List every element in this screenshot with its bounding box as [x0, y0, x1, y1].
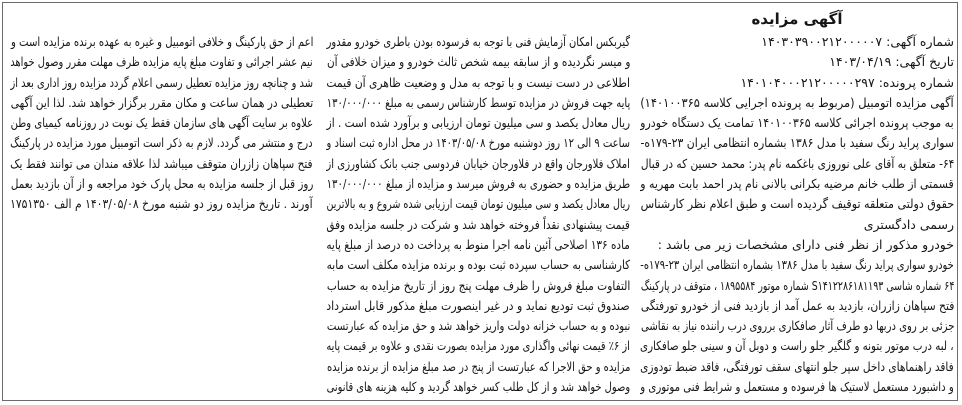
notice-line-text: اطلاعی در دست نیست و با توجه به مدل و وضعیت ظاهری آن قیمت	[326, 74, 630, 90]
notice-date: تاریخ آگهی: ۱۴۰۳/۰۴/۱۹	[829, 54, 954, 70]
notice-line-text: اعم از حق پارکینگ و خلافی اتومبیل و غیره به عهده برنده مزایده است و	[10, 34, 313, 49]
notice-line-text: درج و منتشر می گردد. لازم به ذکر است اتومبیل مورد مزایده در پارکینگ	[10, 135, 313, 151]
notice-line-text: التفاوت مبلغ فروش را ظرف مهلت پنج روز از تاریخ مزایده به حساب	[326, 277, 630, 293]
notice-line-text: و میسر نگردیده و از سابقه بیمه شخص ثالث خودرو و میزان خلافی آن	[326, 54, 630, 70]
notice-line	[10, 113, 313, 133]
notice-line-text: به موجب پرونده اجرائی کلاسه ۱۴۰۱۰۰۳۶۵ تمامت یک دستگاه خودرو	[640, 115, 954, 131]
notice-line-text: قیمت پیشنهادی نقداً فروخته خواهد شد و شرکت در جلسه مزایده وفق	[326, 216, 630, 232]
notice-line	[326, 357, 630, 377]
notice-line	[326, 93, 630, 113]
auction-date-and-reference: آورند . تاریخ مزایده روز دو شنبه مورخ ۱۴۰۳/۰۵/۰۸ م الف ۱۷۵۱۳۵۰	[10, 196, 313, 212]
notice-line	[640, 133, 954, 153]
notice-line-text: ۶۴ شماره شاسی S۱۴۱۲۲۸۶۱۸۱۱۹۳ شماره موتور ۱۸۹۵۵۸۴ ، متوقف در پارکینگ	[640, 277, 954, 293]
notice-line	[326, 296, 630, 316]
notice-line-text: گیربکس امکان آزمایش فنی با توجه به فرسوده بودن باطری خودرو مقدور	[326, 34, 630, 49]
notice-line-text: ۶۴- متعلق به آقای علی نوروزی باغکمه نام پدر: محمد حسین که در قبال	[640, 155, 954, 171]
notice-line	[326, 52, 630, 72]
notice-line	[640, 255, 954, 275]
notice-subtitle: آگهی مزایده اتومبیل (مربوط به پرونده اجرایی کلاسه ۱۴۰۱۰۰۳۶۵)	[640, 94, 954, 110]
notice-line	[640, 357, 954, 377]
notice-line-text: شد و چنانچه روز مزایده تعطیل رسمی اعلام گردد مزایده روز اداری بعد از	[10, 74, 313, 90]
notice-line-text: پایه جهت فروش در مزایده توسط کارشناس رسمی به مبلغ ۱۳۰/۰۰۰/۰۰۰	[326, 94, 630, 110]
notice-line-text: خودرو سواری پراید رنگ سفید با مدل ۱۳۸۶ بشماره انتظامی ایران ۲۳-۱۷۹ه-	[640, 257, 954, 273]
notice-line	[326, 154, 630, 174]
notice-line-text: رسمی دادگستری	[863, 216, 954, 232]
notice-line	[326, 194, 630, 214]
notice-line-text: سواری پراید رنگ سفید با مدل ۱۳۸۶ بشماره انتظامی ایران ۲۳-۱۷۹ه-	[640, 135, 954, 151]
notice-line	[640, 377, 954, 397]
notice-line-text: طریق مزایده و حضوری به فروش میرسد و مزایده از مبلغ ۱۳۰/۰۰۰/۰۰۰	[326, 176, 630, 192]
notice-line-text: قسمتی از طلب خانم مرضیه بکرانی بالانی نام پدر احمد بابت مهریه و	[640, 176, 954, 192]
notice-line	[10, 32, 313, 52]
notice-line	[326, 276, 630, 296]
notice-line-text: نبوده و به حساب خزانه دولت واریز خواهد شد و حق مزایده که عبارتست	[326, 318, 630, 334]
notice-line	[640, 174, 954, 194]
notice-line	[640, 154, 954, 174]
notice-subtitle-line	[640, 93, 954, 113]
notice-line-text: فتح سپاهان زازران، بازدید به عمل آمد از بازدید فنی از خودرو تورفتگی	[640, 297, 954, 313]
notice-column-middle	[326, 32, 630, 397]
notice-line-text: تعطیلی در همان ساعت و مکان مقرر برگزار خواهد شد. لذا این آگهی	[10, 94, 313, 110]
notice-date-line	[640, 52, 954, 72]
notice-line	[326, 316, 630, 336]
notice-number: شماره آگهی: ۱۴۰۳۰۳۹۰۰۲۱۲۰۰۰۰۰۷	[761, 34, 954, 49]
notice-line	[10, 52, 313, 72]
notice-line-text: علاوه بر سایت آگهی های سازمان فقط یک نوبت در روزنامه کیمیای وطن	[10, 115, 313, 131]
notice-line	[10, 154, 313, 174]
notice-line	[10, 133, 313, 153]
notice-line-text: ، لبه درب موتور بتونه و گلگیر جلو راست و دوبل آن و سینی جلو صافکاری	[640, 338, 954, 354]
notice-line	[640, 316, 954, 336]
notice-column-right	[640, 32, 954, 397]
notice-line-text: و داشبورد مستعمل لاستیک ها فرسوده و مستعمل و شرایط فنی موتوری و	[640, 379, 954, 395]
notice-line-text: روز قبل از جلسه مزایده به محل پارک خود مراجعه و از آن بازدید بعمل	[10, 176, 313, 192]
notice-line	[10, 73, 313, 93]
notice-line	[10, 174, 313, 194]
notice-line-text: املاک فلاورجان واقع در فلاورجان خیابان فردوسی جنب بانک کشاورزی از	[326, 155, 630, 171]
notice-line	[326, 113, 630, 133]
case-number-line	[640, 73, 954, 93]
notice-line	[640, 113, 954, 133]
notice-number-line	[640, 32, 954, 52]
notice-line	[326, 73, 630, 93]
notice-line-text: فتح سپاهان زازران متوقف میباشد لذا علاقه مندان می توانند فقط یک	[10, 155, 313, 171]
notice-line	[640, 194, 954, 214]
notice-line	[326, 174, 630, 194]
notice-line-text: جزئی بر روی دربها دو طرف آثار صافکاری برروی درب راننده نیاز به نقاشی	[640, 318, 954, 334]
notice-line	[640, 215, 954, 235]
notice-line	[326, 377, 630, 397]
notice-line	[10, 93, 313, 113]
notice-line-text: فاقد راهنماهای داخل سپر جلو انتهای سقف تورفتگی، فاقد ضبط تودوزی	[640, 358, 954, 374]
notice-line	[640, 296, 954, 316]
notice-line-text: وصول خواهد شد و از کل طلب کسر خواهد گردید و کلیه هزینه های قانونی	[326, 379, 630, 395]
notice-line	[640, 276, 954, 296]
notice-line	[326, 32, 630, 52]
notice-line-text: مزایده و حق الاجرا که عبارتست از پنج در صد مبلغ مزایده از برنده مزایده	[326, 358, 630, 374]
notice-line	[326, 133, 630, 153]
notice-line	[640, 336, 954, 356]
notice-line-text: از ۶٪ قیمت نهائی واگذاری مورد مزایده بصورت نقدی و علاوه بر قیمت پایه	[326, 338, 630, 354]
notice-line	[326, 235, 630, 255]
notice-line-text: ساعت ۹ الی ۱۲ روز دوشنبه مورخ ۱۴۰۳/۰۵/۰۸ در محل اداره ثبت اسناد و	[326, 135, 630, 151]
notice-line	[326, 255, 630, 275]
notice-line-text: حقوق دولتی متعلقه توقیف گردیده است و طبق اعلام نظر کارشناس	[640, 196, 954, 212]
notice-closing-line	[10, 194, 313, 214]
notice-column-left	[10, 32, 313, 215]
notice-line	[326, 336, 630, 356]
notice-line	[640, 235, 954, 255]
notice-line-text: خودرو مذکور از نظر فنی دارای مشخصات زیر می باشد :	[657, 236, 954, 252]
notice-title: آگهی مزایده	[751, 10, 843, 28]
notice-line-text: ماده ۱۳۶ اصلاحی آئین نامه اجرا منوط به پرداخت ده درصد از مبلغ پایه	[326, 236, 630, 252]
notice-line-text: ریال معادل یکصد و سی میلیون تومان ارزیابی و برآورد شده است . از	[326, 115, 630, 131]
notice-line-text: صندوق ثبت تودیع نماید و در غیر اینصورت مبلغ مذکور قابل استرداد	[326, 297, 630, 313]
case-number: شماره پرونده: ۱۴۰۱۰۴۰۰۰۲۱۲۰۰۰۰۰۲۹۷	[740, 74, 954, 90]
notice-line-text: کارشناسی به حساب سپرده ثبت بوده و برنده مزایده مکلف است مابه	[326, 257, 630, 273]
notice-line	[326, 215, 630, 235]
notice-line-text: نیم عشر اجرائی و تفاوت مبلغ پایه مزایده ظرف مهلت مقرر وصول خواهد	[10, 54, 313, 70]
notice-line-text: ریال معادل یکصد و سی میلیون تومان قیمت ارزیابی شده شروع و به بالاترین	[326, 196, 630, 212]
